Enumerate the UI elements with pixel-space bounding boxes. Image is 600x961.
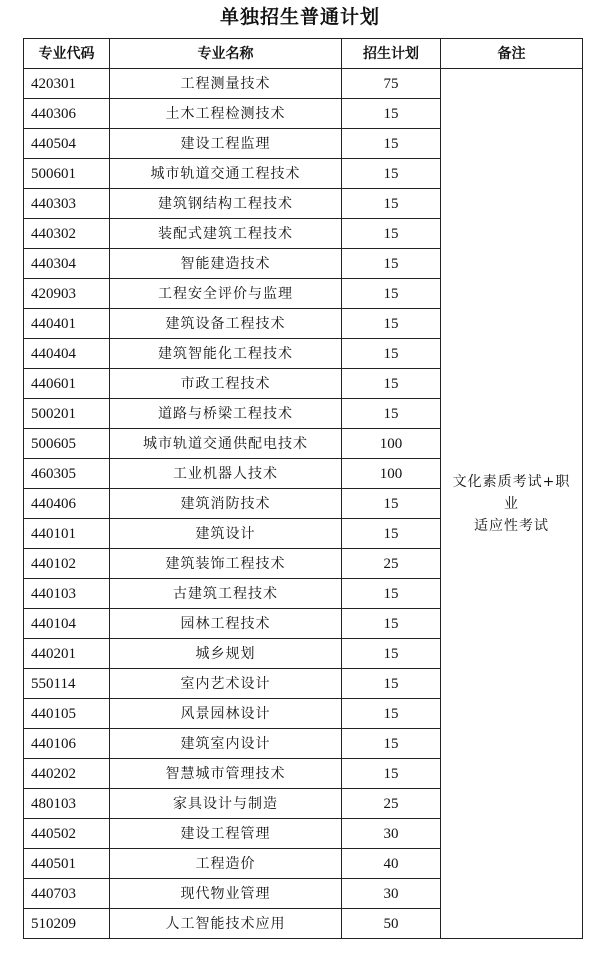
enrollment-plan-cell: 100 xyxy=(342,459,441,489)
enrollment-plan-cell: 15 xyxy=(342,609,441,639)
major-code-cell: 440201 xyxy=(24,639,110,669)
major-name-cell: 建筑智能化工程技术 xyxy=(110,339,342,369)
enrollment-plan-cell: 15 xyxy=(342,759,441,789)
major-code-cell: 440601 xyxy=(24,369,110,399)
major-name-cell: 建筑消防技术 xyxy=(110,489,342,519)
major-code-cell: 480103 xyxy=(24,789,110,819)
enrollment-plan-cell: 50 xyxy=(342,909,441,939)
enrollment-plan-cell: 15 xyxy=(342,309,441,339)
major-name-cell: 室内艺术设计 xyxy=(110,669,342,699)
major-code-cell: 440406 xyxy=(24,489,110,519)
major-name-cell: 道路与桥梁工程技术 xyxy=(110,399,342,429)
enrollment-plan-cell: 40 xyxy=(342,849,441,879)
enrollment-plan-cell: 15 xyxy=(342,249,441,279)
enrollment-plan-cell: 15 xyxy=(342,339,441,369)
major-code-cell: 510209 xyxy=(24,909,110,939)
enrollment-plan-cell: 15 xyxy=(342,99,441,129)
major-name-cell: 建筑设备工程技术 xyxy=(110,309,342,339)
major-code-cell: 420903 xyxy=(24,279,110,309)
major-name-cell: 建设工程监理 xyxy=(110,129,342,159)
major-code-cell: 440703 xyxy=(24,879,110,909)
major-code-cell: 440101 xyxy=(24,519,110,549)
major-code-cell: 440501 xyxy=(24,849,110,879)
enrollment-plan-cell: 15 xyxy=(342,219,441,249)
table-header-row xyxy=(24,39,583,69)
enrollment-plan-cell: 15 xyxy=(342,699,441,729)
major-code-cell: 440502 xyxy=(24,819,110,849)
major-code-cell: 440102 xyxy=(24,549,110,579)
enrollment-plan-cell: 15 xyxy=(342,489,441,519)
enrollment-plan-cell: 15 xyxy=(342,129,441,159)
major-name-cell: 建筑室内设计 xyxy=(110,729,342,759)
major-code-cell: 440103 xyxy=(24,579,110,609)
table-body xyxy=(24,69,583,939)
enrollment-plan-cell: 15 xyxy=(342,369,441,399)
major-name-cell: 工程造价 xyxy=(110,849,342,879)
major-name-cell: 工业机器人技术 xyxy=(110,459,342,489)
major-code-cell: 440401 xyxy=(24,309,110,339)
major-name-cell: 市政工程技术 xyxy=(110,369,342,399)
table-row xyxy=(24,69,583,99)
major-name-cell: 古建筑工程技术 xyxy=(110,579,342,609)
enrollment-plan-cell: 15 xyxy=(342,279,441,309)
remark-line-2: 适应性考试 xyxy=(474,517,549,534)
major-code-cell: 440404 xyxy=(24,339,110,369)
major-code-cell: 420301 xyxy=(24,69,110,99)
major-name-cell: 园林工程技术 xyxy=(110,609,342,639)
major-name-cell: 土木工程检测技术 xyxy=(110,99,342,129)
major-code-cell: 500601 xyxy=(24,159,110,189)
major-code-cell: 440306 xyxy=(24,99,110,129)
enrollment-plan-cell: 15 xyxy=(342,399,441,429)
major-name-cell: 城乡规划 xyxy=(110,639,342,669)
enrollment-plan-cell: 15 xyxy=(342,159,441,189)
enrollment-plan-cell: 30 xyxy=(342,879,441,909)
enrollment-plan-cell: 25 xyxy=(342,789,441,819)
page-title: 单独招生普通计划 xyxy=(219,6,380,28)
major-name-cell: 智慧城市管理技术 xyxy=(110,759,342,789)
enrollment-plan-cell: 15 xyxy=(342,189,441,219)
major-name-cell: 家具设计与制造 xyxy=(110,789,342,819)
header-major-name: 专业名称 xyxy=(110,39,342,69)
enrollment-plan-cell: 75 xyxy=(342,69,441,99)
enrollment-plan-cell: 15 xyxy=(342,579,441,609)
major-code-cell: 440504 xyxy=(24,129,110,159)
major-name-cell: 人工智能技术应用 xyxy=(110,909,342,939)
major-name-cell: 风景园林设计 xyxy=(110,699,342,729)
major-code-cell: 500201 xyxy=(24,399,110,429)
major-name-cell: 智能建造技术 xyxy=(110,249,342,279)
enrollment-plan-table xyxy=(23,38,583,939)
major-code-cell: 500605 xyxy=(24,429,110,459)
enrollment-plan-cell: 15 xyxy=(342,669,441,699)
major-code-cell: 440104 xyxy=(24,609,110,639)
enrollment-plan-cell: 15 xyxy=(342,729,441,759)
header-major-code: 专业代码 xyxy=(24,39,110,69)
major-code-cell: 440303 xyxy=(24,189,110,219)
major-name-cell: 装配式建筑工程技术 xyxy=(110,219,342,249)
major-code-cell: 440202 xyxy=(24,759,110,789)
major-code-cell: 460305 xyxy=(24,459,110,489)
enrollment-plan-cell: 30 xyxy=(342,819,441,849)
major-code-cell: 440304 xyxy=(24,249,110,279)
major-name-cell: 建筑设计 xyxy=(110,519,342,549)
major-name-cell: 城市轨道交通供配电技术 xyxy=(110,429,342,459)
enrollment-plan-cell: 100 xyxy=(342,429,441,459)
major-name-cell: 工程安全评价与监理 xyxy=(110,279,342,309)
remark-line-1: 文化素质考试+职业 xyxy=(452,473,571,512)
remark-cell xyxy=(441,69,583,939)
major-code-cell: 440302 xyxy=(24,219,110,249)
enrollment-plan-cell: 15 xyxy=(342,519,441,549)
enrollment-plan-cell: 15 xyxy=(342,639,441,669)
header-enrollment-plan: 招生计划 xyxy=(342,39,441,69)
major-name-cell: 现代物业管理 xyxy=(110,879,342,909)
major-name-cell: 建筑钢结构工程技术 xyxy=(110,189,342,219)
major-code-cell: 440106 xyxy=(24,729,110,759)
major-name-cell: 工程测量技术 xyxy=(110,69,342,99)
major-code-cell: 440105 xyxy=(24,699,110,729)
major-name-cell: 城市轨道交通工程技术 xyxy=(110,159,342,189)
major-code-cell: 550114 xyxy=(24,669,110,699)
major-name-cell: 建筑装饰工程技术 xyxy=(110,549,342,579)
enrollment-plan-cell: 25 xyxy=(342,549,441,579)
header-remark: 备注 xyxy=(441,39,583,69)
major-name-cell: 建设工程管理 xyxy=(110,819,342,849)
